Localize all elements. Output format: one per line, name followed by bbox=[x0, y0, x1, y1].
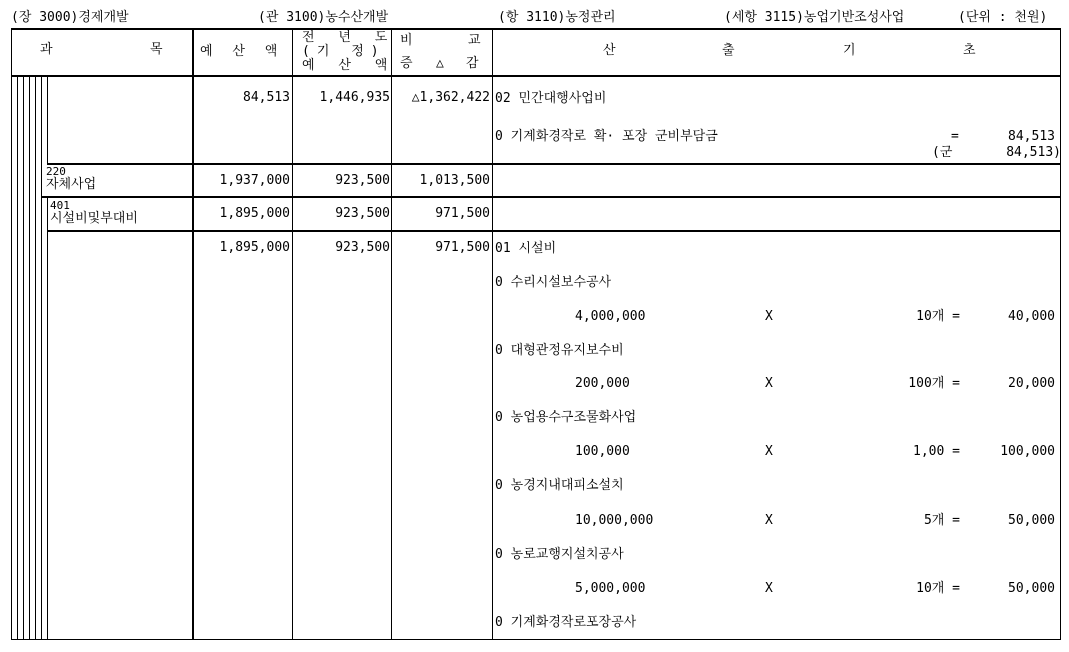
s3-item-times: X bbox=[765, 309, 773, 324]
col-header-subject-b: 목 bbox=[150, 42, 163, 57]
col-header-basis-c: 기 bbox=[843, 43, 856, 58]
row401-code: 401 bbox=[50, 199, 70, 212]
s3-item-unit-price: 4,000,000 bbox=[575, 309, 646, 324]
s3-item-times: X bbox=[765, 444, 773, 459]
s3-item-times: X bbox=[765, 581, 773, 596]
s3-item-qty: 1,00 = bbox=[913, 444, 960, 459]
s3-item-unit-price: 200,000 bbox=[575, 376, 630, 391]
col-header-subject-a: 과 bbox=[40, 42, 53, 57]
header-hang: (항 3110)농정관리 bbox=[498, 10, 616, 25]
s3-item-unit-price: 100,000 bbox=[575, 444, 630, 459]
col-header-increase: 증 bbox=[400, 56, 413, 71]
row401-budget: 1,895,000 bbox=[219, 206, 290, 221]
col-header-compare-b: 교 bbox=[468, 33, 481, 48]
row220-name: 자체사업 bbox=[46, 177, 97, 192]
s3-item-unit-price: 5,000,000 bbox=[575, 581, 646, 596]
s3-item-name: 0 기계화경작로포장공사 bbox=[495, 615, 637, 630]
col-header-basis-d: 초 bbox=[963, 43, 976, 58]
col-header-prev-line1: 전 년 도 bbox=[302, 30, 396, 45]
header-gwan: (관 3100)농수산개발 bbox=[258, 10, 389, 25]
col-header-prev-line2: (기 정) bbox=[302, 44, 386, 59]
s3-item-name: 0 대형관정유지보수비 bbox=[495, 343, 624, 358]
col-header-basis-a: 산 bbox=[603, 43, 616, 58]
s3-item-amount: 50,000 bbox=[1008, 581, 1055, 596]
s1-title: 02 민간대행사업비 bbox=[495, 91, 607, 106]
s3-item-name: 0 농로교행지설치공사 bbox=[495, 547, 624, 562]
s3-item-times: X bbox=[765, 376, 773, 391]
s3-item-qty: 5개 = bbox=[923, 513, 960, 528]
col-header-decrease: 감 bbox=[466, 56, 479, 71]
s1-eq: = bbox=[951, 129, 959, 144]
header-unit: (단위 : 천원) bbox=[958, 10, 1048, 25]
s3-item-qty: 10개 = bbox=[916, 581, 960, 596]
col-header-compare-a: 비 bbox=[400, 33, 413, 48]
s1-sub-label: (군 bbox=[932, 145, 953, 160]
s1-diff: △1,362,422 bbox=[411, 90, 490, 105]
s1-sub-amount: 84,513) bbox=[1006, 145, 1061, 160]
row401-name: 시설비및부대비 bbox=[50, 211, 138, 226]
s3-item-qty: 100개 = bbox=[908, 376, 960, 391]
s3-item-times: X bbox=[765, 513, 773, 528]
s3-item-name: 0 농경지내대피소설치 bbox=[495, 478, 624, 493]
col-header-basis-b: 출 bbox=[722, 43, 735, 58]
row220-budget: 1,937,000 bbox=[219, 173, 290, 188]
row401-prev: 923,500 bbox=[335, 206, 390, 221]
s3-prev: 923,500 bbox=[335, 240, 390, 255]
s1-item: 0 기계화경작로 확· 포장 군비부담금 bbox=[495, 129, 718, 144]
s3-item-name: 0 수리시설보수공사 bbox=[495, 275, 612, 290]
row401-diff: 971,500 bbox=[435, 206, 490, 221]
row220-prev: 923,500 bbox=[335, 173, 390, 188]
header-jang: (장 3000)경제개발 bbox=[11, 10, 129, 25]
s3-item-unit-price: 10,000,000 bbox=[575, 513, 654, 528]
s3-item-amount: 20,000 bbox=[1008, 376, 1055, 391]
s3-budget: 1,895,000 bbox=[219, 240, 290, 255]
col-header-prev-line3: 예 산 액 bbox=[302, 58, 396, 73]
col-header-budget: 예 산 액 bbox=[200, 44, 284, 59]
s3-title: 01 시설비 bbox=[495, 241, 557, 256]
s3-item-amount: 40,000 bbox=[1008, 309, 1055, 324]
s1-prev: 1,446,935 bbox=[319, 90, 390, 105]
row220-code: 220 bbox=[46, 165, 66, 178]
s3-diff: 971,500 bbox=[435, 240, 490, 255]
s3-item-name: 0 농업용수구조물화사업 bbox=[495, 410, 637, 425]
s1-budget: 84,513 bbox=[243, 90, 290, 105]
row220-diff: 1,013,500 bbox=[419, 173, 490, 188]
col-header-triangle: △ bbox=[436, 56, 444, 71]
header-sehang: (세항 3115)농업기반조성사업 bbox=[724, 10, 905, 25]
s1-amount: 84,513 bbox=[1008, 129, 1055, 144]
s3-item-amount: 50,000 bbox=[1008, 513, 1055, 528]
s3-item-qty: 10개 = bbox=[916, 309, 960, 324]
s3-item-amount: 100,000 bbox=[1000, 444, 1055, 459]
